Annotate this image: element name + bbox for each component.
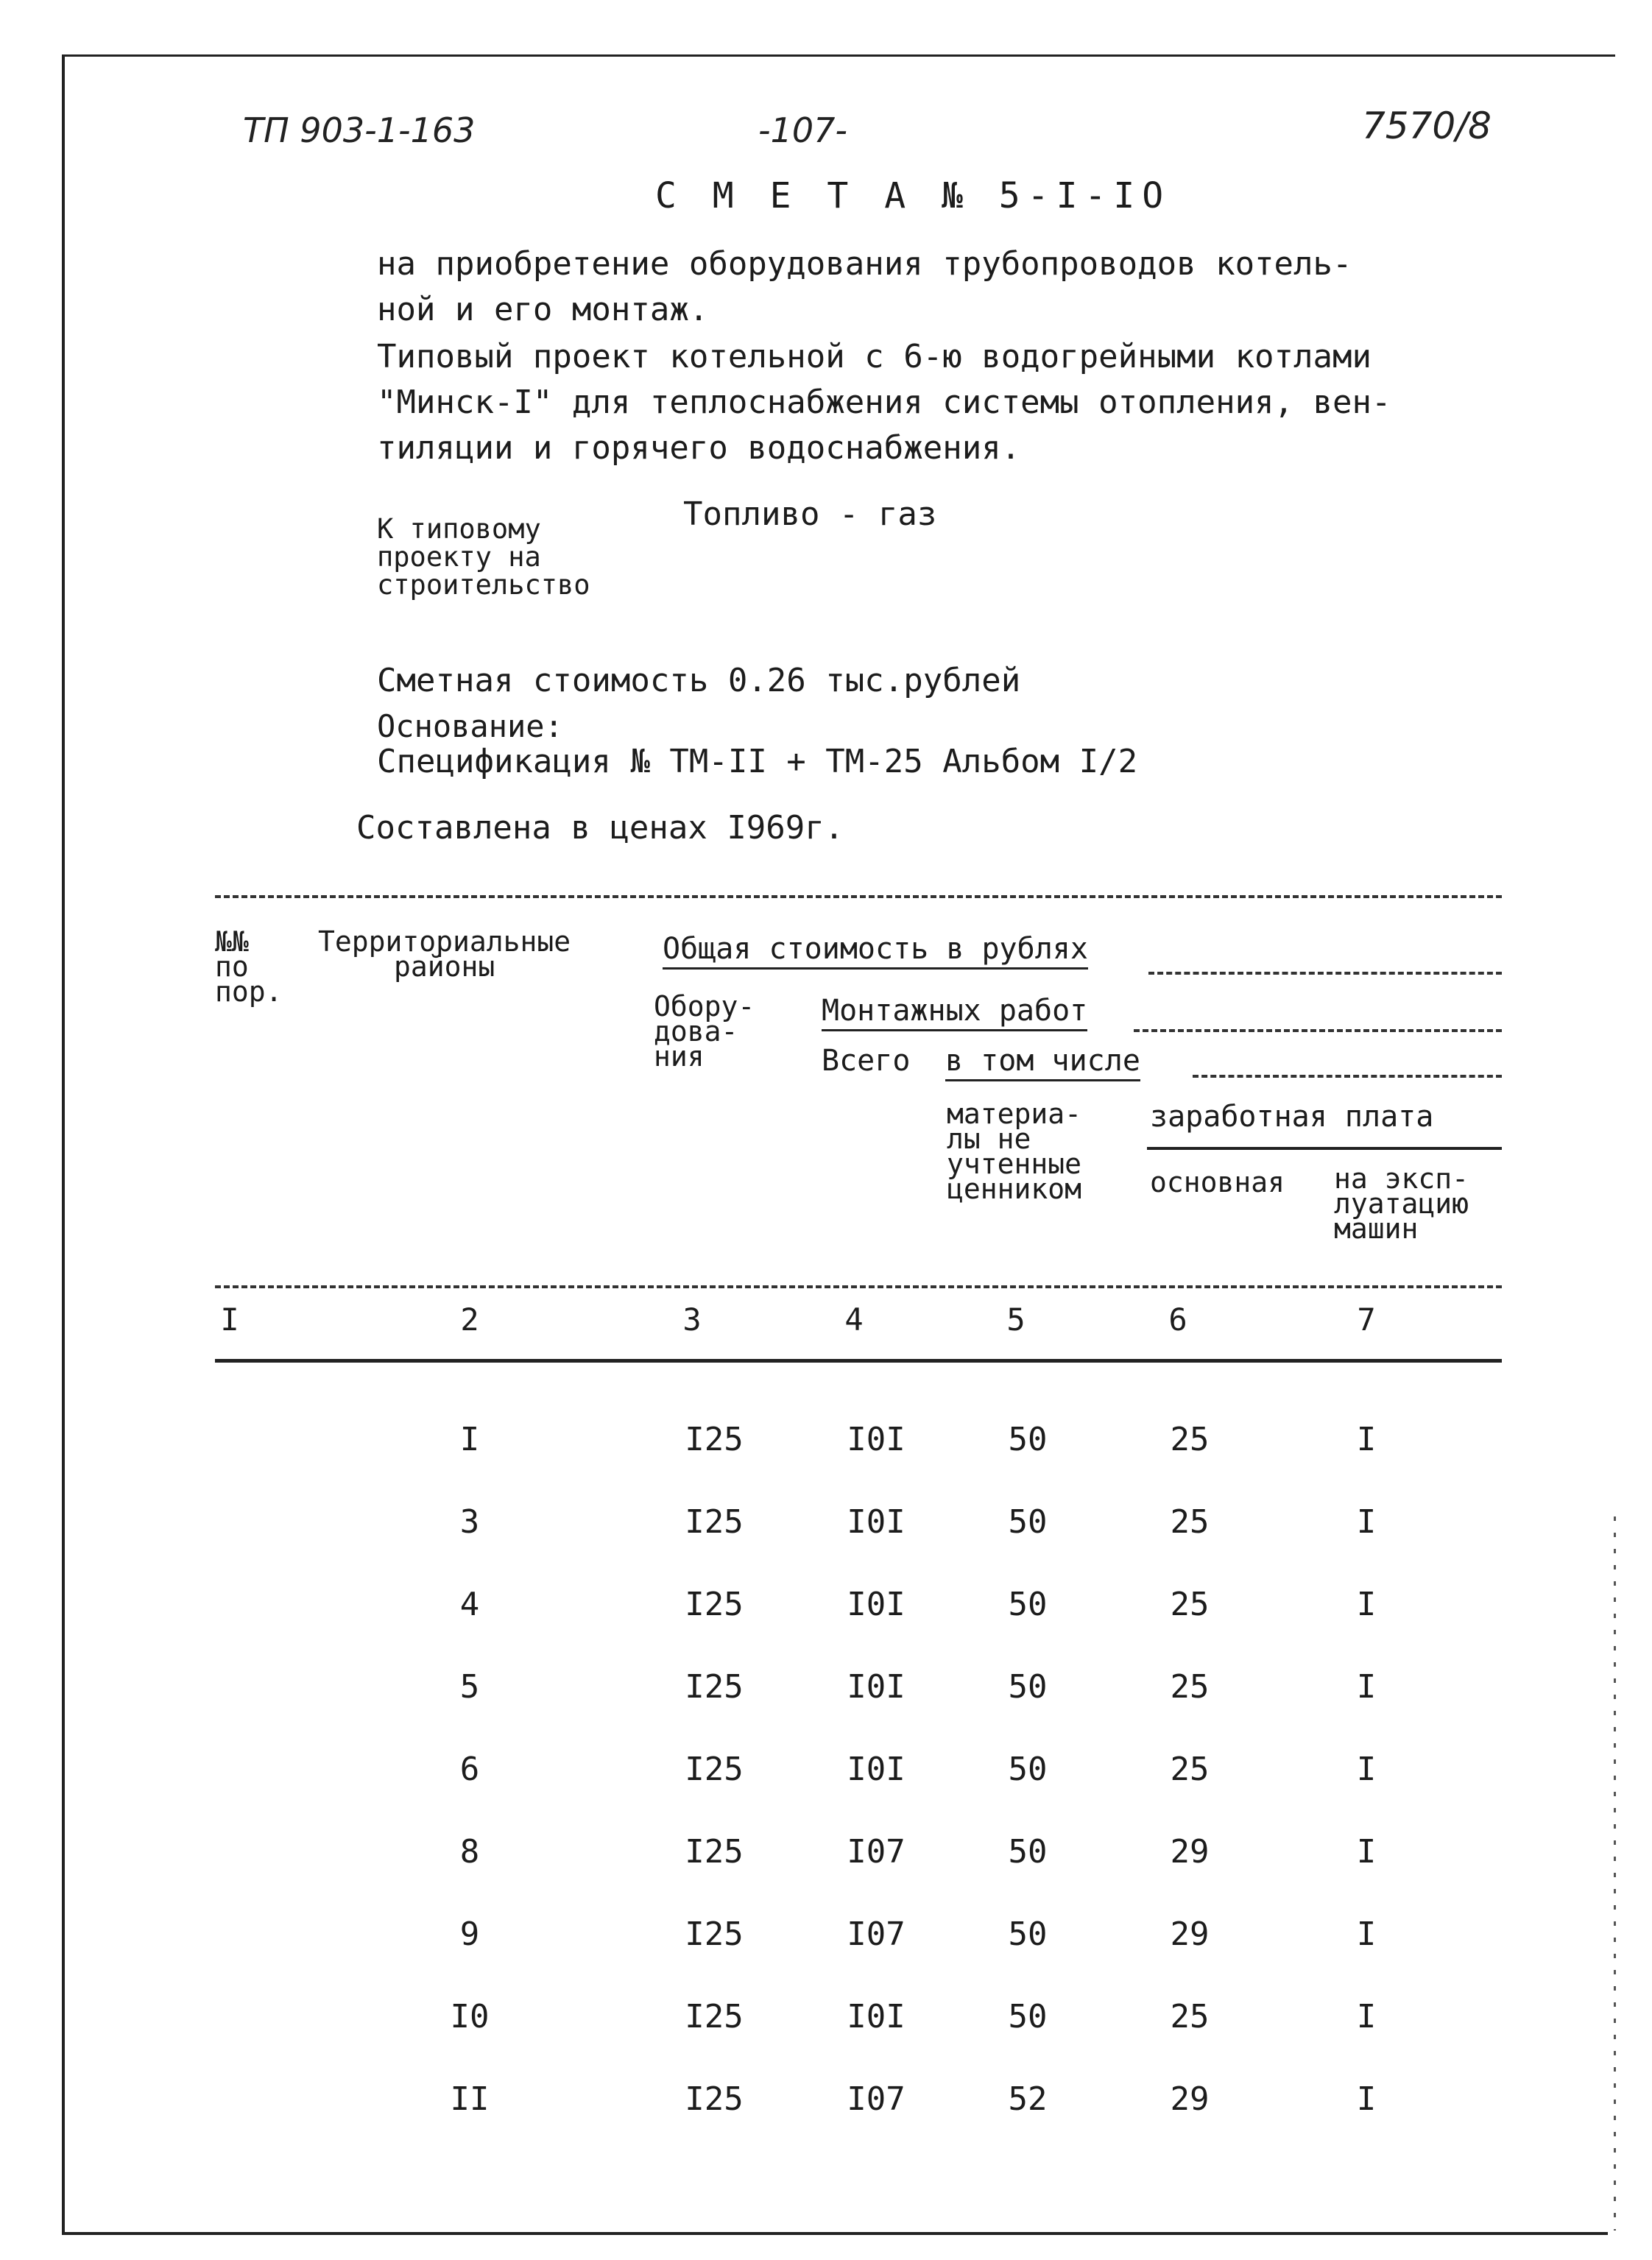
cell-basic-wages: 25 [1170, 1503, 1210, 1541]
fuel-type: Топливо - газ [683, 495, 937, 533]
cell-total: I0I [847, 1751, 906, 1788]
column-number: 7 [1357, 1302, 1376, 1338]
prices-note: Составлена в ценах I969г. [356, 809, 844, 847]
header-bottom-rule [215, 1285, 1502, 1288]
column-number: 6 [1168, 1302, 1187, 1338]
header-materials: материа- лы не учтенные ценником [947, 1098, 1082, 1205]
cell-machine-wages: I [1356, 1915, 1377, 1953]
header-equipment: Обору- дова- ния [654, 990, 755, 1073]
cell-total: I0I [847, 1586, 906, 1623]
cell-equipment: I25 [685, 1421, 744, 1458]
cell-total: I0I [847, 1421, 906, 1458]
cell-total: I0I [847, 1998, 906, 2035]
description-line: "Минск-I" для теплоснабжения системы отопления, вен- [377, 384, 1391, 421]
cell-equipment: I25 [685, 1833, 744, 1871]
description-line: тиляции и горячего водоснабжения. [377, 429, 1021, 467]
header-rule [1134, 1029, 1502, 1032]
column-number: I [220, 1302, 239, 1338]
cell-equipment: I25 [685, 2080, 744, 2118]
cell-basic-wages: 25 [1170, 1751, 1210, 1788]
table-row [0, 1751, 1652, 1795]
table-row [0, 1915, 1652, 1960]
cell-materials: 50 [1008, 1586, 1048, 1623]
cell-machine-wages: I [1356, 1833, 1377, 1871]
column-numbers-rule [215, 1359, 1502, 1363]
cell-basic-wages: 29 [1170, 2080, 1210, 2118]
side-note-line: строительство [377, 569, 590, 601]
cell-total: I07 [847, 2080, 906, 2118]
header-basic: основная [1150, 1166, 1285, 1198]
header-installation: Монтажных работ [822, 994, 1087, 1028]
description-line: Типовый проект котельной с 6-ю водогрейными котлами [377, 338, 1372, 375]
cell-total: I0I [847, 1503, 906, 1541]
page-border-left [62, 54, 65, 2233]
table-row [0, 1998, 1652, 2042]
cell-machine-wages: I [1356, 1503, 1377, 1541]
cell-equipment: I25 [685, 1915, 744, 1953]
header-including: в том числе [945, 1044, 1140, 1078]
project-code: ТП 903-1-163 [243, 110, 476, 150]
page-border-top [62, 54, 1615, 57]
cell-basic-wages: 25 [1170, 1421, 1210, 1458]
basis-text: Спецификация № ТМ-II + ТМ-25 Альбом I/2 [377, 743, 1138, 780]
cell-region: I [459, 1421, 480, 1458]
header-territorial-regions: Территориальные районы [318, 925, 571, 983]
cell-total: I07 [847, 1833, 906, 1871]
cell-machine-wages: I [1356, 1586, 1377, 1623]
table-row [0, 1668, 1652, 1712]
cell-machine-wages: I [1356, 1998, 1377, 2035]
table-row [0, 2080, 1652, 2125]
cell-materials: 50 [1008, 1998, 1048, 2035]
header-machines: на эксп- луатацию машин [1334, 1162, 1469, 1245]
cell-region: 6 [459, 1751, 480, 1788]
header-wages-rule [1147, 1147, 1502, 1150]
cell-basic-wages: 29 [1170, 1915, 1210, 1953]
table-top-rule [215, 895, 1502, 898]
cell-basic-wages: 25 [1170, 1586, 1210, 1623]
description-line: на приобретение оборудования трубопроводов котель- [377, 245, 1352, 283]
sheet-code: 7570/8 [1362, 105, 1492, 147]
cell-basic-wages: 25 [1170, 1998, 1210, 2035]
column-number: 5 [1006, 1302, 1026, 1338]
header-total-cost: Общая стоимость в рублях [663, 932, 1088, 966]
header-rule [1193, 1075, 1502, 1078]
header-wages: заработная плата [1150, 1100, 1434, 1134]
cell-materials: 50 [1008, 1833, 1048, 1871]
page-number: -107- [758, 110, 847, 150]
cell-materials: 50 [1008, 1751, 1048, 1788]
cell-total: I07 [847, 1915, 906, 1953]
cell-region: 5 [459, 1668, 480, 1706]
page-border-bottom [62, 2232, 1608, 2235]
cell-materials: 50 [1008, 1503, 1048, 1541]
basis-label: Основание: [377, 708, 563, 744]
header-row-number: №№ по пор. [215, 925, 283, 1008]
cell-region: 3 [459, 1503, 480, 1541]
cell-region: 4 [459, 1586, 480, 1623]
cell-equipment: I25 [685, 1998, 744, 2035]
cell-materials: 50 [1008, 1915, 1048, 1953]
description-line: ной и его монтаж. [377, 291, 709, 328]
column-number: 2 [460, 1302, 479, 1338]
estimated-cost: Сметная стоимость 0.26 тыс.рублей [377, 662, 1021, 699]
cell-equipment: I25 [685, 1751, 744, 1788]
cell-materials: 50 [1008, 1421, 1048, 1458]
header-rule [1148, 972, 1502, 975]
side-note-line: проекту на [377, 541, 541, 573]
cell-region: 9 [459, 1915, 480, 1953]
cell-equipment: I25 [685, 1586, 744, 1623]
cell-region: II [450, 2080, 490, 2118]
table-row [0, 1503, 1652, 1547]
header-total: Всего [822, 1044, 911, 1078]
document-title: С М Е Т А № 5-I-IO [655, 175, 1171, 216]
cell-machine-wages: I [1356, 2080, 1377, 2118]
column-number: 3 [682, 1302, 702, 1338]
cell-machine-wages: I [1356, 1668, 1377, 1706]
side-note-line: К типовому [377, 513, 541, 545]
table-row [0, 1586, 1652, 1630]
cell-total: I0I [847, 1668, 906, 1706]
cell-materials: 52 [1008, 2080, 1048, 2118]
cell-machine-wages: I [1356, 1751, 1377, 1788]
cell-materials: 50 [1008, 1668, 1048, 1706]
cell-equipment: I25 [685, 1668, 744, 1706]
table-row [0, 1833, 1652, 1877]
cell-region: I0 [450, 1998, 490, 2035]
cell-basic-wages: 25 [1170, 1668, 1210, 1706]
column-number: 4 [844, 1302, 864, 1338]
cell-equipment: I25 [685, 1503, 744, 1541]
cell-basic-wages: 29 [1170, 1833, 1210, 1871]
cell-region: 8 [459, 1833, 480, 1871]
table-row [0, 1421, 1652, 1465]
cell-machine-wages: I [1356, 1421, 1377, 1458]
